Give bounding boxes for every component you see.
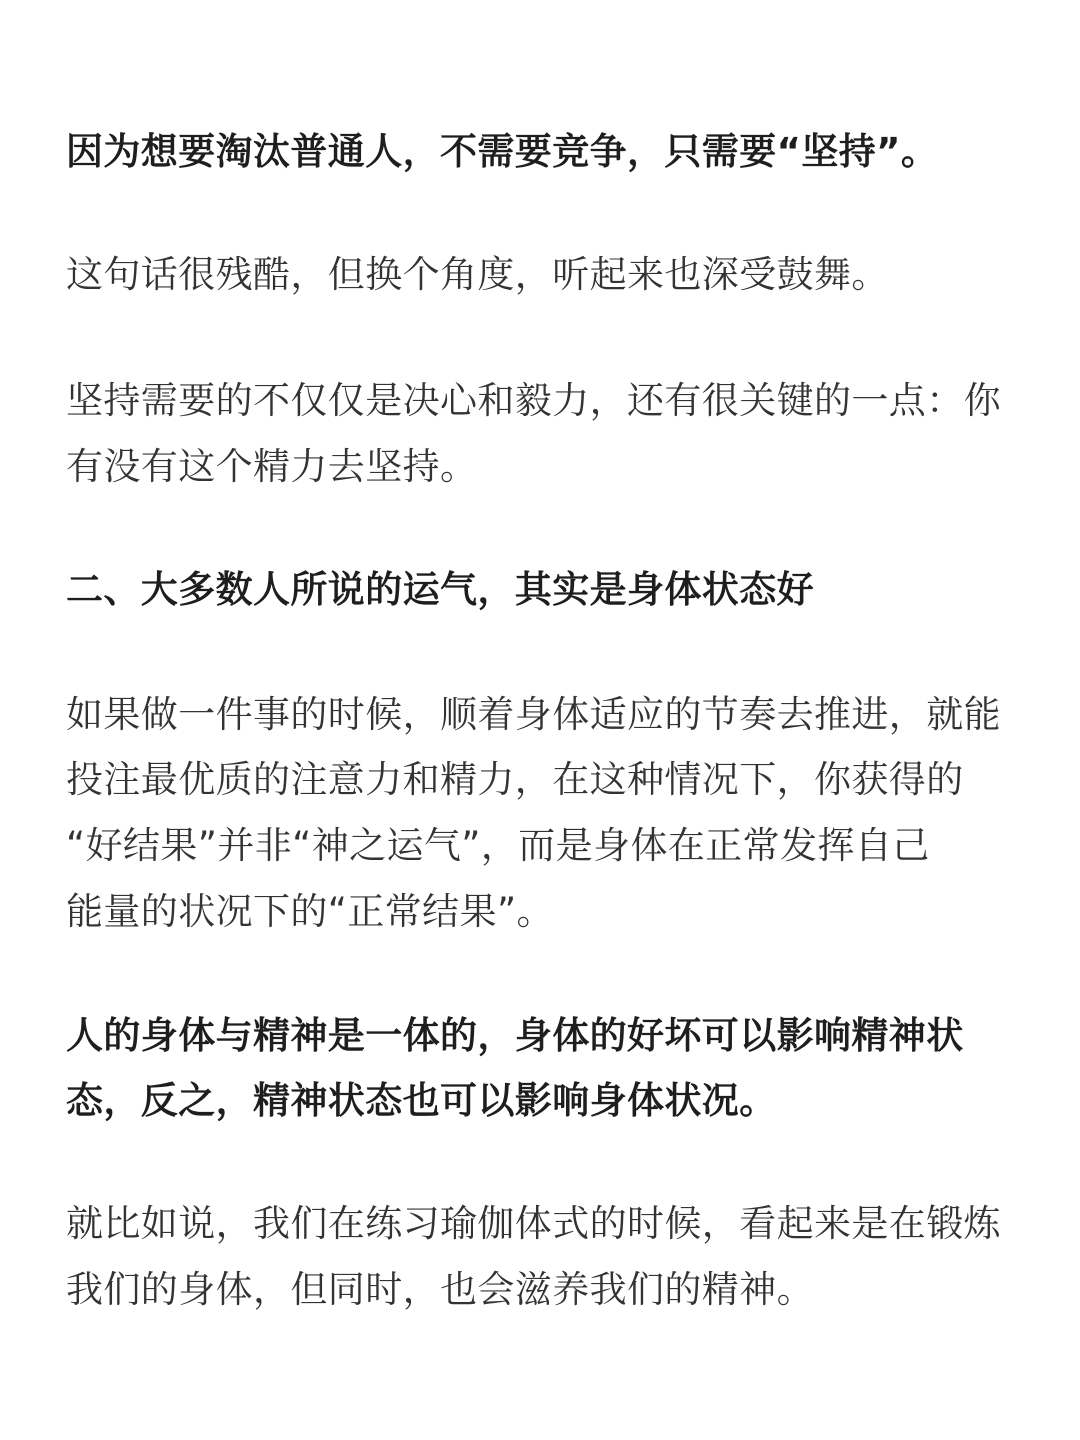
- paragraph-5-line-3: “好结果”并非“神之运气”，而是身体在正常发挥自己: [66, 824, 930, 867]
- paragraph-6-line-1: 人的身体与精神是一体的，身体的好坏可以影响精神状: [66, 1014, 964, 1057]
- paragraph-2-line-1: 这句话很残酷，但换个角度，听起来也深受鼓舞。: [66, 253, 889, 296]
- paragraph-5-line-4: 能量的状况下的“正常结果”。: [66, 890, 554, 933]
- paragraph-1-line-1: 因为想要淘汰普通人，不需要竞争，只需要“坚持”。: [66, 130, 939, 173]
- paragraph-7-line-1: 就比如说，我们在练习瑜伽体式的时候，看起来是在锻炼: [66, 1202, 1001, 1245]
- paragraph-6-line-2: 态，反之，精神状态也可以影响身体状况。: [66, 1079, 777, 1122]
- paragraph-7-line-2: 我们的身体，但同时，也会滋养我们的精神。: [66, 1268, 814, 1311]
- paragraph-3-line-1: 坚持需要的不仅仅是决心和毅力，还有很关键的一点：你: [66, 379, 1001, 422]
- paragraph-5-line-2: 投注最优质的注意力和精力，在这种情况下，你获得的: [66, 758, 964, 801]
- section-heading: 二、大多数人所说的运气，其实是身体状态好: [66, 568, 814, 611]
- paragraph-3-line-2: 有没有这个精力去坚持。: [66, 445, 478, 488]
- paragraph-5-line-1: 如果做一件事的时候，顺着身体适应的节奏去推进，就能: [66, 693, 1001, 736]
